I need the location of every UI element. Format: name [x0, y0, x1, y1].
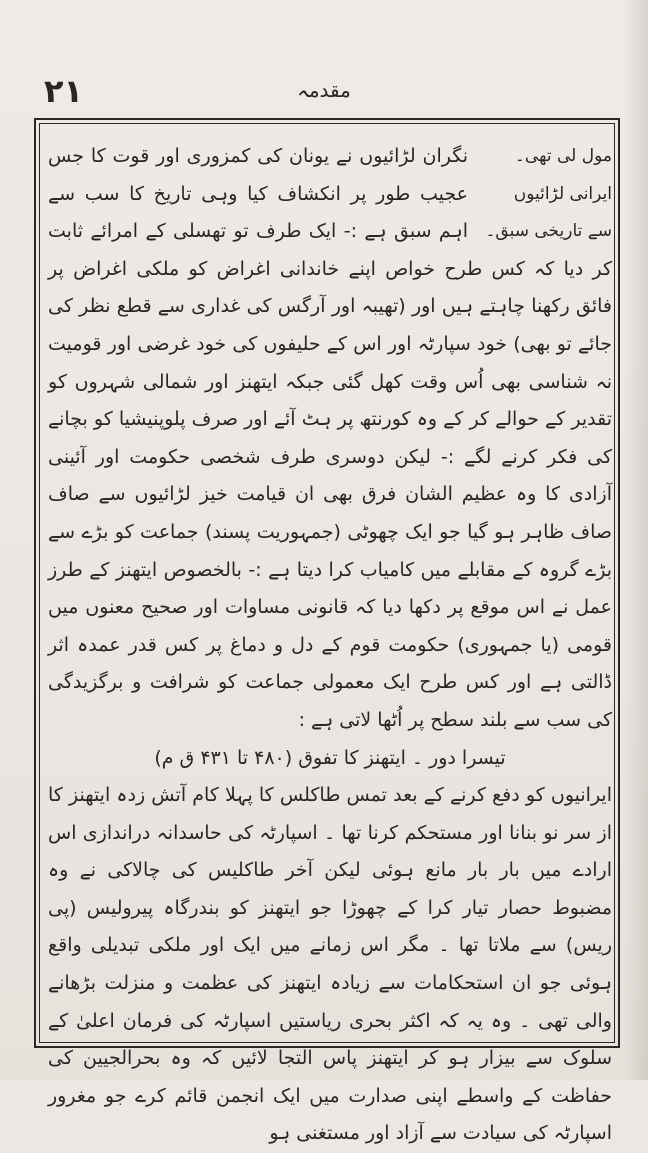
section-heading: تیسرا دور ۔ ایتھنز کا تفوق (۴۸۰ تا ۴۳۱ ق م)	[154, 746, 506, 769]
paragraph-1: نگران لڑائیوں نے یونان کی کمزوری اور قوت کا جس عجیب طور پر انکشاف کیا وہی تاریخ کا سب سے اہم سبق ہے :- ایک طرف تو تھسلی کے امرائے ثابت کر دیا کہ کس طرح خواص اپنے خاندانی اغراض کو ملکی اغراض پر فائق رکھنا چاہتے ہیں اور (تھیبہ اور آرگس کی غداری سے قطع نظر کی جائے تو بھی) خود سپارٹہ اور اس کے حلیفوں کی خود غرضی اور قومیت نہ شناسی بھی اُس وقت کھل گئی جبکہ ایتھنز اور شمالی شہروں کو تقدیر کے حوالے کر کے وہ کورنتھ پر ہٹ آئے اور صرف پلوپنیشیا کو بچانے کی فکر کرنے لگے :- لیکن دوسری طرف شخصی حکومت اور آئینی آزادی کا وہ عظیم الشان فرق بھی ان قیامت خیز لڑائیوں سے صاف صاف ظاہر ہو گیا جو ایک چھوٹی (جمہوریت پسند) جماعت کو بڑے سے بڑے گروہ کے مقابلے میں کامیاب کرا دیتا ہے :- بالخصوص ایتھنز کے طرز عمل نے اس موقع پر دکھا دیا کہ قانونی مساوات اور صحیح معنوں میں قومی (یا جمہوری) حکومت قوم کے دل و دماغ پر کس قدر عمدہ اثر ڈالتی ہے اور کس طرح ایک معمولی جماعت کو شرافت و برگزیدگی کی سب سے بلند سطح پر اُٹھا لاتی ہے :	[48, 145, 612, 731]
body-text	[48, 138, 612, 1153]
side-heading	[474, 138, 612, 251]
page-edge-shadow	[624, 0, 648, 1080]
side-heading-line-1: ایرانی لڑائیوں	[513, 183, 612, 204]
side-heading-line-2: سے تاریخی سبق۔	[485, 221, 612, 242]
paragraph-2: ایرانیوں کو دفع کرنے کے بعد تمس طاکلس کا پہلا کام آتش زدہ ایتھنز کا از سر نو بنانا اور مستحکم کرنا تھا ۔ اسپارٹہ کی حاسدانہ دراندازی اس ارادے میں بار بار مانع ہوئی لیکن آخر طاکلیس کی چالاکی نے وہ مضبوط حصار تیار کرا کے چھوڑا جو ایتھنز کو بندرگاہ پیرولیس (پی ریس) سے ملاتا تھا ۔ مگر اس زمانے میں ایک اور ملکی تبدیلی واقع ہوئی جو ان استحکامات سے زیادہ ایتھنز کی عظمت و منزلت بڑھانے والی تھی ۔ وہ یہ کہ اکثر بحری ریاستیں اسپارٹہ کی فرمان اعلیٰ کے سلوک سے بیزار ہو کر ایتھنز پاس التجا لائیں کہ وہ بحرالجیین کی حفاظت کے واسطے اپنی صدارت میں ایک انجمن قائم کرے جو مغرور اسپارٹہ کی سیادت سے آزاد اور مستغنی ہو	[48, 784, 612, 1145]
running-head: مقدمہ	[297, 78, 351, 102]
side-heading-note: مول لی تھی۔	[514, 146, 612, 166]
page-number: ۲۱	[44, 72, 84, 110]
